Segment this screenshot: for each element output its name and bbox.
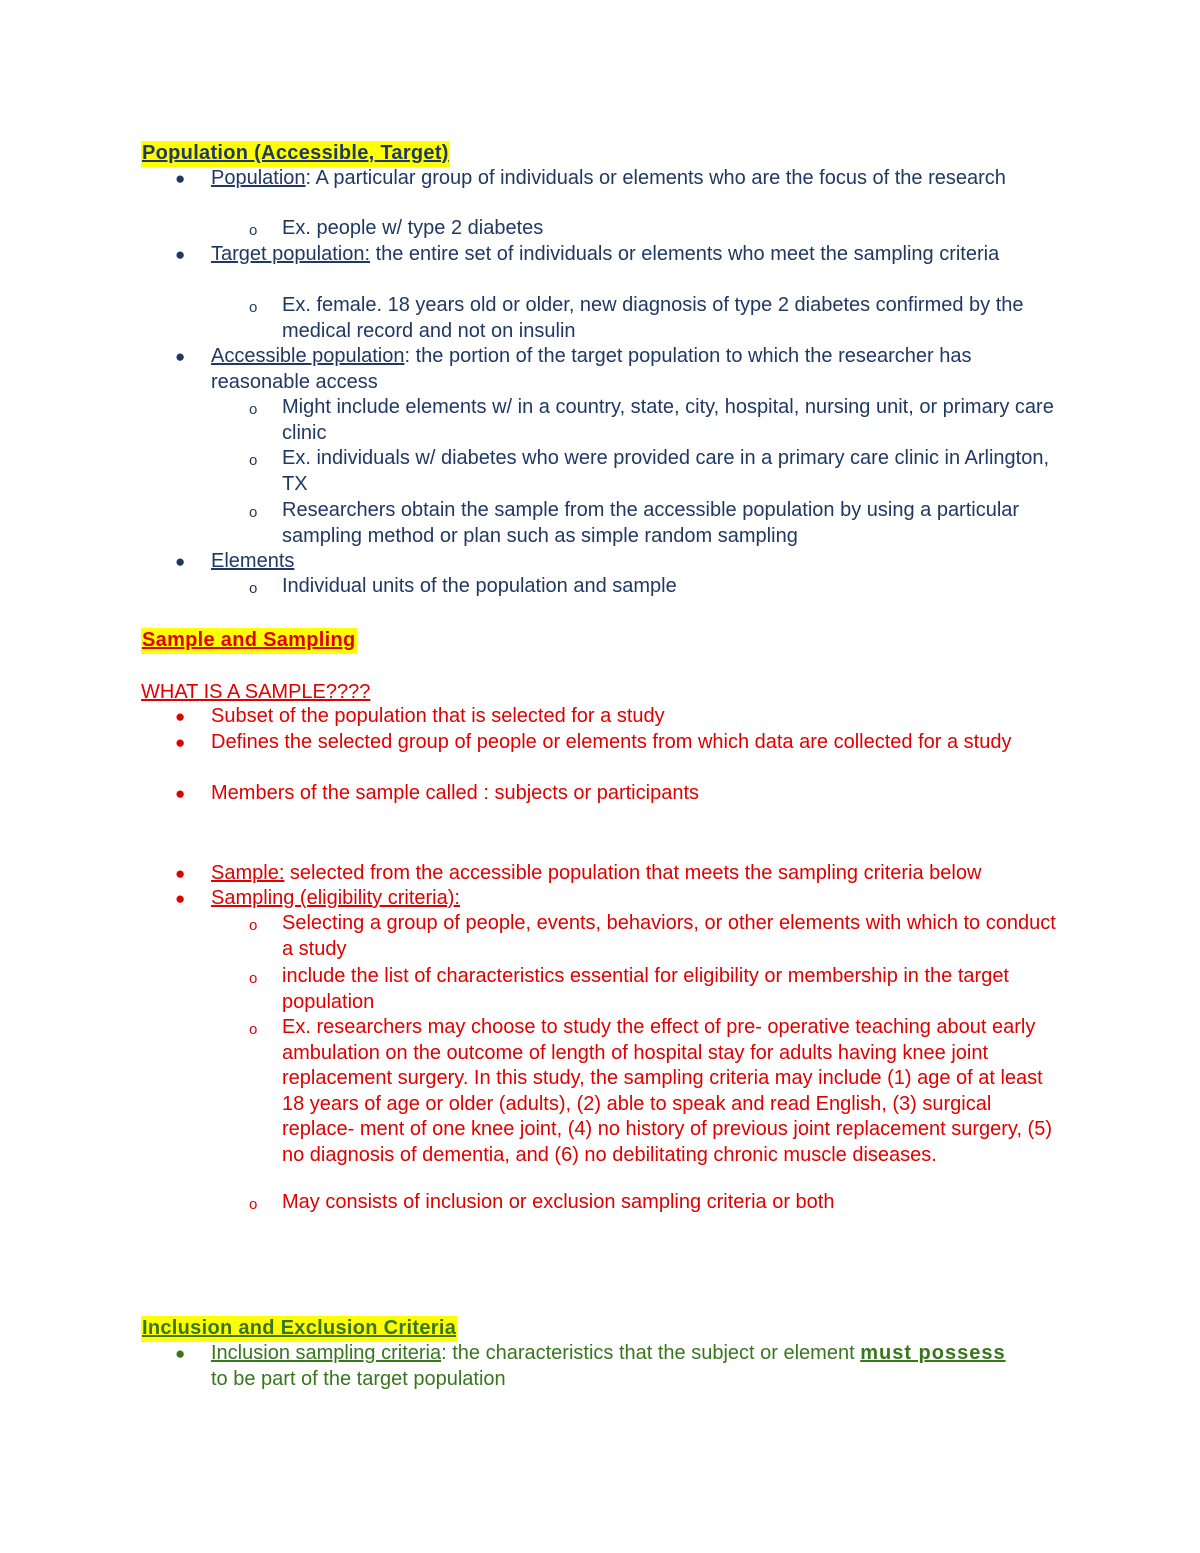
sub-item-elements: [249, 574, 1072, 600]
sub-item-text: Researchers obtain the sample from the accessible population by using a particular sampling method or plan such as simple random sampling: [282, 499, 1020, 547]
emphasis-must-possess: must possess: [860, 1342, 1006, 1364]
bullet-icon: ●: [175, 552, 186, 571]
sub-bullet-icon: o: [249, 299, 258, 316]
section-heading-sample: Sample and Sampling: [141, 628, 357, 654]
bullet-icon: ●: [175, 1344, 186, 1363]
definition-inclusion-tail: to be part of the target population: [211, 1367, 506, 1390]
section-heading-inclusion: Inclusion and Exclusion Criteria: [141, 1316, 457, 1342]
example-text: Ex. female. 18 years old or older, new diagnosis of type 2 diabetes confirmed by the medical record and not on insulin: [282, 294, 1024, 342]
definition-target-population: the entire set of individuals or elements who meet the sampling criteria: [370, 243, 1000, 265]
bullet-icon: ●: [175, 733, 186, 752]
sub-item-sampling-2: [249, 964, 1072, 1015]
sub-item-text: Ex. researchers may choose to study the effect of pre- operative teaching about early ambulation on the outcome of length of hospital stay for adults having knee joint replacement surgery. In this study, the sampling criteria may include (1) age of at least 18 years of age or older (adults), (2) able to speak and read English, (3) surgical replace- ment of one knee joint, (4) no history of previous joint replacement surgery, (5) no diagnosis of dementia, and (6) no debilitating chronic muscle diseases.: [282, 1016, 1052, 1166]
list-item-elements: [175, 549, 1071, 575]
bullet-icon: ●: [175, 707, 186, 726]
term-sampling: Sampling (eligibility criteria):: [211, 887, 460, 909]
list-item-defines: [175, 730, 1071, 756]
list-item-inclusion-criteria: [175, 1341, 1081, 1392]
list-item-sampling: [175, 886, 1071, 912]
list-item-accessible-population: [175, 344, 1071, 395]
sub-item-population-example: [249, 216, 1072, 242]
bullet-icon: ●: [175, 347, 186, 366]
list-item-subset: [175, 704, 1071, 730]
sub-item-text: Ex. individuals w/ diabetes who were provided care in a primary care clinic in Arlington, TX: [282, 447, 1050, 495]
sub-item-text: Might include elements w/ in a country, state, city, hospital, nursing unit, or primary care clinic: [282, 396, 1054, 444]
sub-bullet-icon: o: [249, 504, 258, 521]
bullet-icon: ●: [175, 784, 186, 803]
section-heading-population: Population (Accessible, Target): [141, 141, 450, 167]
term-sample: Sample:: [211, 862, 285, 884]
term-target-population: Target population:: [211, 243, 371, 265]
question-what-is-a-sample: WHAT IS A SAMPLE????: [141, 681, 371, 703]
sub-bullet-icon: o: [249, 917, 258, 934]
list-item-text: Defines the selected group of people or elements from which data are collected for a study: [211, 731, 1012, 753]
term-accessible-population: Accessible population: [211, 345, 405, 367]
sub-item-accessible-1: [249, 395, 1072, 446]
bullet-icon: ●: [175, 864, 186, 883]
sub-bullet-icon: o: [249, 401, 258, 418]
sub-bullet-icon: o: [249, 1021, 258, 1038]
list-item-members: [175, 781, 1071, 807]
bullet-icon: ●: [175, 245, 186, 264]
sub-item-sampling-3: [249, 1015, 1062, 1168]
term-inclusion-criteria: Inclusion sampling criteria: [211, 1342, 442, 1364]
sub-item-accessible-2: [249, 446, 1072, 497]
list-item-text: Subset of the population that is selected for a study: [211, 705, 665, 727]
bullet-icon: ●: [175, 889, 186, 908]
sub-item-text: include the list of characteristics essential for eligibility or membership in the target population: [282, 965, 1009, 1013]
sub-item-text: May consists of inclusion or exclusion sampling criteria or both: [282, 1191, 835, 1213]
sub-bullet-icon: o: [249, 452, 258, 469]
example-text: Ex. people w/ type 2 diabetes: [282, 217, 544, 239]
sub-item-text: Individual units of the population and sample: [282, 575, 677, 597]
sub-item-sampling-4: [249, 1190, 1072, 1216]
sub-item-accessible-3: [249, 498, 1072, 549]
list-item-population: [175, 166, 1071, 192]
bullet-icon: ●: [175, 169, 186, 188]
term-population: Population: [211, 167, 306, 189]
sub-item-sampling-1: [249, 911, 1072, 962]
definition-inclusion-criteria: : the characteristics that the subject or element: [441, 1342, 861, 1364]
definition-accessible-population: : the portion of the target population to which the researcher has reasonable access: [211, 345, 972, 393]
sub-item-target-example: [249, 293, 1072, 344]
term-elements: Elements: [211, 550, 295, 572]
list-item-sample: [175, 861, 1071, 887]
sub-bullet-icon: o: [249, 970, 258, 987]
sub-bullet-icon: o: [249, 222, 258, 239]
sub-item-text: Selecting a group of people, events, behaviors, or other elements with which to conduct a study: [282, 912, 1056, 960]
sub-bullet-icon: o: [249, 580, 258, 597]
definition-sample: selected from the accessible population that meets the sampling criteria below: [284, 862, 982, 884]
list-item-target-population: [175, 242, 1071, 268]
definition-population: : A particular group of individuals or elements who are the focus of the research: [305, 167, 1006, 189]
sub-bullet-icon: o: [249, 1196, 258, 1213]
list-item-text: Members of the sample called : subjects or participants: [211, 782, 699, 804]
